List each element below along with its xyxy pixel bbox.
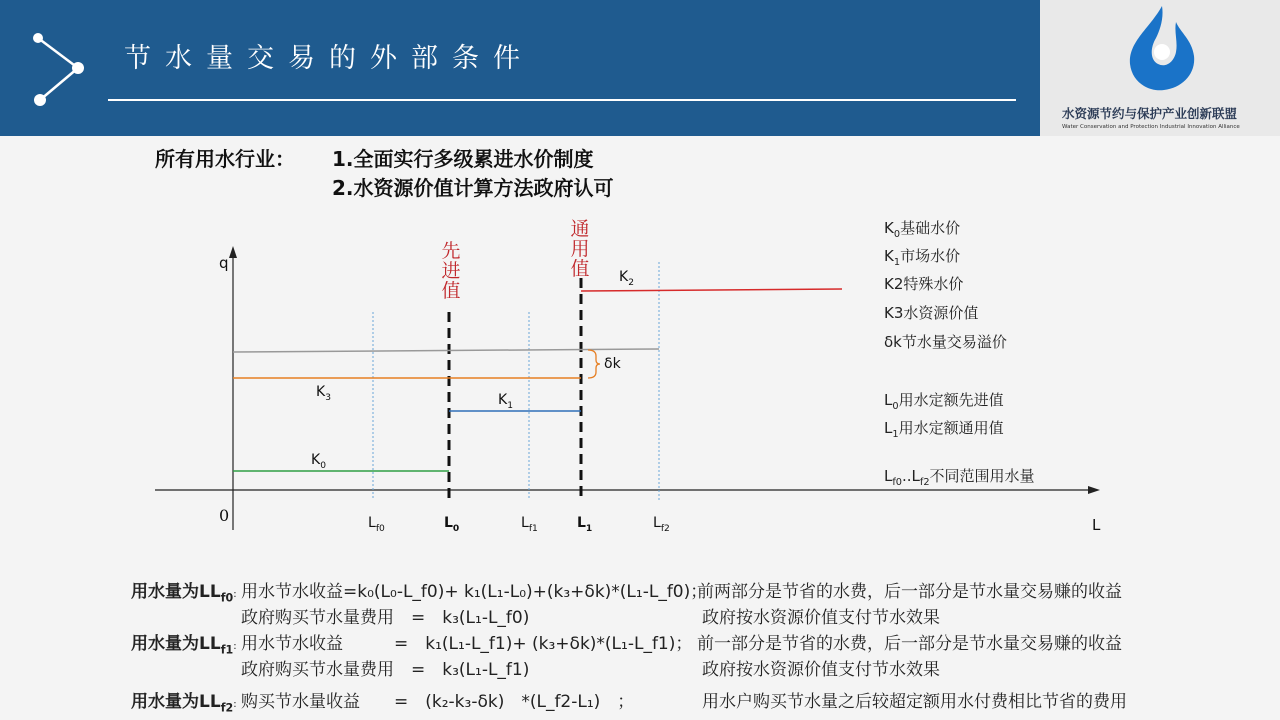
- legend-k1: $K_1$市场水价: [884, 247, 961, 268]
- k0-label: $K_0$: [311, 452, 326, 471]
- k1-label: $K_1$: [498, 392, 513, 411]
- k2-label: $K_2$: [619, 269, 634, 288]
- legend-k2: K2特殊水价: [884, 275, 964, 293]
- lf1-note-2: 政府按水资源价值支付节水效果: [702, 660, 940, 680]
- delta-k-label: δk: [604, 356, 621, 372]
- lf0-formula-1: 用水节水收益=k₀(L₀-L_f0)+ k₁(L₁-L₀)+(k₃+δk)*(L₁-L_f0)；: [241, 582, 708, 602]
- k2-line: [581, 289, 842, 291]
- l0-tick: $L_0$: [444, 515, 460, 534]
- advanced-value-label: 先进值: [441, 240, 461, 302]
- lf0-heading: 用水量为$LL_{f0}$:: [131, 582, 237, 605]
- requirement-1: 1.全面实行多级累进水价制度: [332, 147, 594, 171]
- lf0-tick: $L_{f0}$: [368, 515, 385, 534]
- lf1-note-1: 前一部分是节省的水费，后一部分是节水量交易赚的收益: [697, 634, 1122, 654]
- legend-dk: δk节水量交易溢价: [884, 333, 1007, 351]
- lf2-tick: $L_{f2}$: [653, 515, 670, 534]
- delta-k-brace: [588, 350, 600, 378]
- legend-lf: $L_{f0}..L_{f2}$不同范围用水量: [884, 467, 1035, 488]
- requirement-2: 2.水资源价值计算方法政府认可: [332, 176, 614, 200]
- lf2-note-1: 用水户购买节水量之后较超定额用水付费相比节省的费用: [702, 692, 1127, 712]
- logo-name: 水资源节约与保护产业创新联盟: [1062, 106, 1238, 121]
- y-axis-arrow: [229, 246, 237, 258]
- legend-l0: $L_0$用水定额先进值: [884, 391, 1004, 412]
- lf1-formula-2: 政府购买节水量费用 = k₃(L₁-L_f1): [241, 660, 530, 680]
- lf1-formula-1: 用水节水收益 = k₁(L₁-L_f1)+ (k₃+δk)*(L₁-L_f1)；: [241, 634, 693, 654]
- lf0-note-2: 政府按水资源价值支付节水效果: [702, 608, 940, 628]
- lf2-formula-1: 购买节水量收益 = (k₂-k₃-δk) *(L_f2-L₁) ；: [241, 692, 635, 712]
- lf2-heading: 用水量为$LL_{f2}$:: [131, 692, 237, 715]
- lf0-note-1: 前两部分是节省的水费，后一部分是节水量交易赚的收益: [697, 582, 1122, 602]
- q-axis-label: q: [219, 254, 229, 272]
- x-axis-arrow: [1088, 486, 1100, 494]
- l1-tick: $L_1$: [577, 515, 593, 534]
- legend-l1: $L_1$用水定额通用值: [884, 419, 1004, 440]
- general-value-label: 通用值: [570, 218, 590, 280]
- k3-dk-line: [233, 349, 659, 352]
- logo-subtitle: Water Conservation and Protection Industrial Innovation Alliance: [1062, 124, 1240, 130]
- requirements-label: 所有用水行业：: [155, 147, 295, 171]
- legend-k3: K3水资源价值: [884, 304, 979, 322]
- k3-label: $K_3$: [316, 384, 331, 403]
- lf1-heading: 用水量为$LL_{f1}$:: [131, 634, 237, 657]
- legend-k0: $K_0$基础水价: [884, 219, 961, 240]
- lf1-tick: $L_{f1}$: [521, 515, 538, 534]
- lf0-formula-2: 政府购买节水量费用 = k₃(L₁-L_f0): [241, 608, 530, 628]
- page-title: 节水量交易的外部条件: [124, 43, 534, 74]
- l-axis-label: L: [1092, 516, 1101, 534]
- origin-label: 0: [219, 506, 230, 525]
